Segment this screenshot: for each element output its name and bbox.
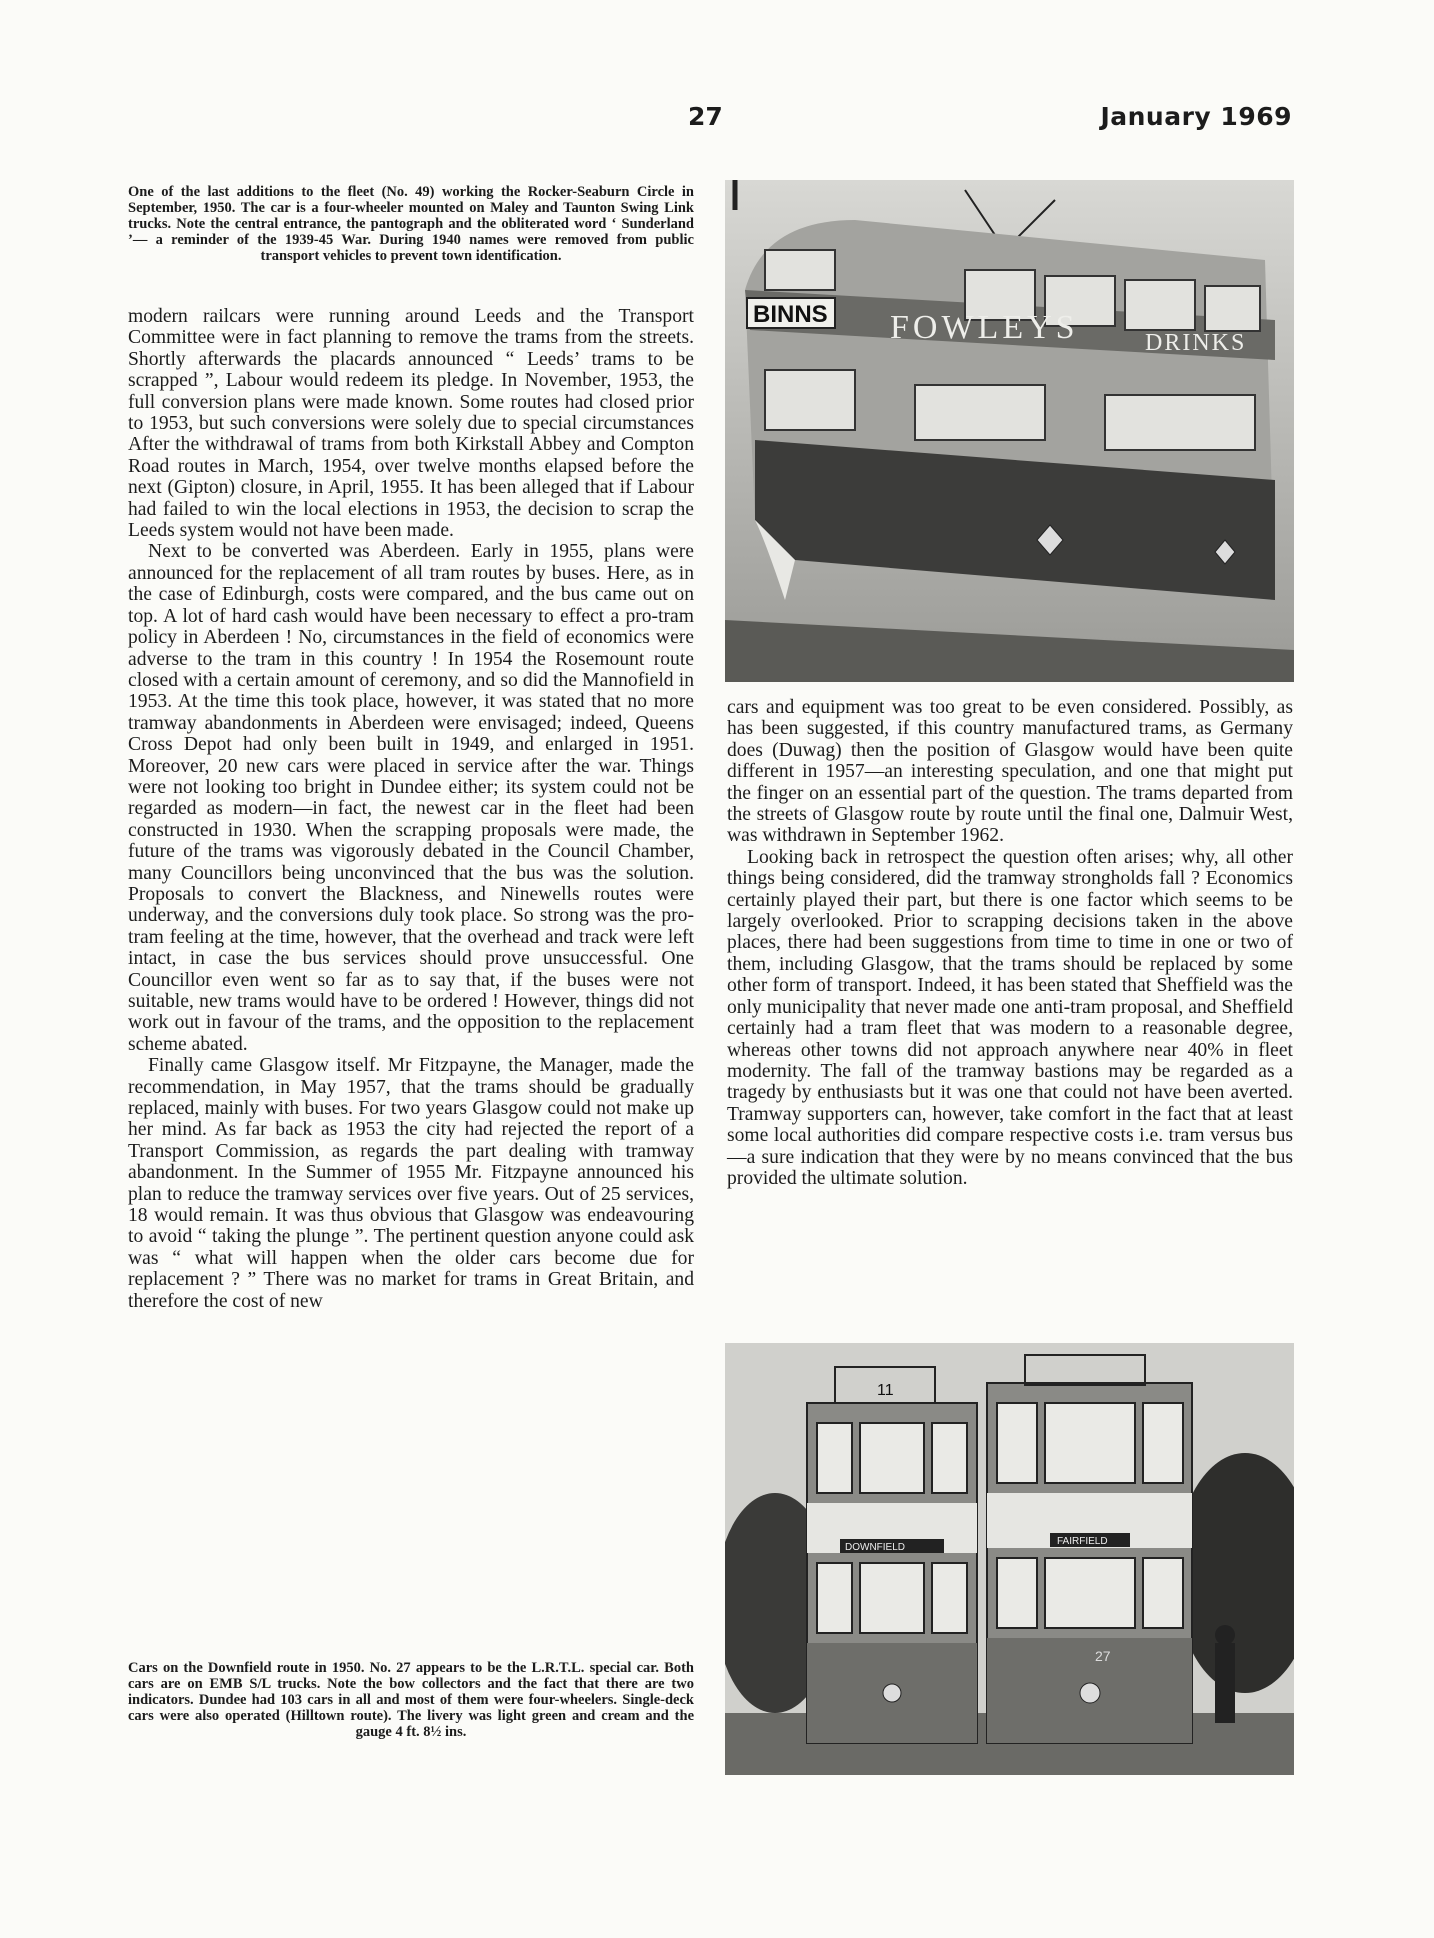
right-paragraph-1: cars and equipment was too great to be even considered. Possibly, as has been suggested, if this country manufactured trams, as Germany does (Duwag) then the position of Glasgow would have been quite different in 1957—an interesting speculation, and one that might put the finger on an essential part of the question. The trams departed from the streets of Glasgow route by route until the final one, Dalmuir West, was withdrawn in September 1962. xyxy=(727,697,1293,847)
left-paragraph-3: Finally came Glasgow itself. Mr Fitzpayne, the Manager, made the recommendation, in May 1957, that the trams should be gradually replaced, mainly with buses. For two years Glasgow could not make up her mind. As far back as 1953 the city had rejected the report of a Transport Commission, as regards the part dealing with tramway abandonment. In the Summer of 1955 Mr. Fitzpayne announced his plan to reduce the tramway services over five years. Out of 25 services, 18 would remain. It was thus obvious that Glasgow was endeavouring to avoid “ taking the plunge ”. The pertinent question anyone could ask was “ what will happen when the older cars become due for replacement ? ” There was no market for trams in Great Britain, and therefore the cost of new xyxy=(128,1055,694,1312)
right-column xyxy=(727,697,1293,1189)
caption-top-photo: One of the last additions to the fleet (No. 49) working the Rocker-Seaburn Circle in September, 1950. The car is a four-wheeler mounted on Maley and Taunton Swing Link trucks. Note the central entrance, the pantograph and the obliterated word ‘ Sunderland ’— a reminder of the 1939-45 War. During 1940 names were removed from public transport vehicles to prevent town identification. xyxy=(128,184,694,264)
sign-drinks: DRINKS xyxy=(1145,330,1247,356)
right-paragraph-2: Looking back in retrospect the question often arises; why, all other things being considered, did the tramway strongholds fall ? Economics certainly played their part, but there is one factor which seems to be largely overlooked. Prior to scrapping decisions taken in the above places, there had been suggestions from time to time in one or two of them, including Glasgow, that the trams should be replaced by some other form of transport. Indeed, it has been stated that Sheffield was the only municipality that never made one anti-tram proposal, and Sheffield certainly had a tram fleet that was modern to a reasonable degree, whereas other towns did not approach anywhere near 40% in fleet modernity. The fall of the tramway bastions may be regarded as a tragedy by enthusiasts but it was one that could not have been averted. Tramway supporters can, however, take comfort in the fact that at least some local authorities did compare respective costs i.e. tram versus bus—a sure indication that they were by no means convinced that the bus provided the ultimate solution. xyxy=(727,846,1293,1189)
left-paragraph-1: modern railcars were running around Leeds and the Transport Committee were in fact planning to remove the trams from the streets. Shortly afterwards the placards announced “ Leeds’ trams to be scrapped ”, Labour would redeem its pledge. In November, 1953, the full conversion plans were made known. Some routes had closed prior to 1953, but such conversions were solely due to special circumstances After the withdrawal of trams from both Kirkstall Abbey and Compton Road routes in March, 1954, over twelve months elapsed before the next (Gipton) closure, in April, 1955. It has been alleged that if Labour had failed to win the local elections in 1953, the decision to scrap the Leeds system would not have been made. xyxy=(128,306,694,542)
sign-fairfield: FAIRFIELD xyxy=(1057,1536,1108,1547)
issue-date: January 1969 xyxy=(1100,102,1292,131)
caption-bottom-photo: Cars on the Downfield route in 1950. No. 27 appears to be the L.R.T.L. special car. Both cars are on EMB S/L trucks. Note the bow collectors and the fact that there are two indicators. Dundee had 103 cars in all and most of them were four-wheelers. Single-deck cars were also operated (Hilltown route). The livery was light green and cream and the gauge 4 ft. 8½ ins. xyxy=(128,1660,694,1740)
photo-tram-no49 xyxy=(725,180,1294,682)
photo-downfield-trams xyxy=(725,1343,1294,1775)
sign-route-11: 11 xyxy=(877,1382,894,1399)
page-number: 27 xyxy=(688,102,723,131)
sign-car-27: 27 xyxy=(1095,1648,1111,1664)
left-column xyxy=(128,306,694,1312)
sign-binns: BINNS xyxy=(753,301,828,328)
sign-fowleys: FOWLEYS xyxy=(890,309,1079,346)
sign-downfield: DOWNFIELD xyxy=(845,1542,905,1553)
left-paragraph-2: Next to be converted was Aberdeen. Early in 1955, plans were announced for the replacement of all tram routes by buses. Here, as in the case of Edinburgh, costs were compared, and the bus came out on top. A lot of hard cash would have been necessary to effect a pro-tram policy in Aberdeen ! No, circumstances in the field of economics were adverse to the tram in this country ! In 1954 the Rosemount route closed with a certain amount of ceremony, and so did the Mannofield in 1953. At the time this took place, however, it was stated that no more tramway abandonments in Aberdeen were envisaged; indeed, Queens Cross Depot had only been built in 1949, and enlarged in 1951. Moreover, 20 new cars were placed in service after the war. Things were not looking too bright in Dundee either; its system could not be regarded as modern—in fact, the newest car in the fleet had been constructed in 1930. When the scrapping proposals were made, the future of the trams was vigorously debated in the Council Chamber, many Councillors being unconvinced that the bus was the solution. Proposals to convert the Blackness, and Ninewells routes were underway, and the conversions duly took place. So strong was the pro-tram feeling at the time, however, that the overhead and track were left intact, in case the bus services should prove unsuccessful. One Councillor even went so far as to say that, if the buses were not suitable, new trams would have to be ordered ! However, things did not work out in favour of the trams, and the opposition to the replacement scheme abated. xyxy=(128,541,694,1055)
